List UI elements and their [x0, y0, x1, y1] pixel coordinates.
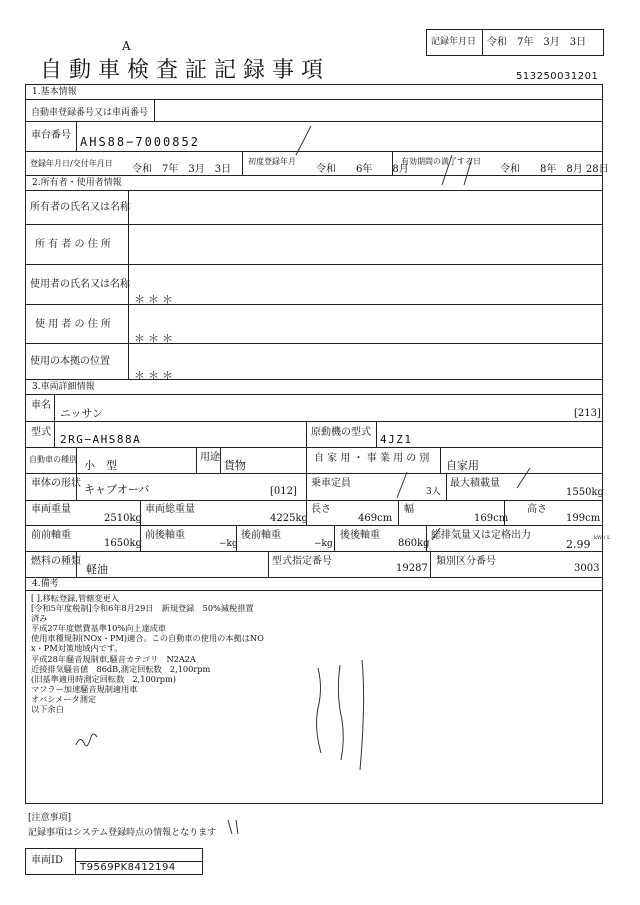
pen-stroke: [397, 472, 407, 498]
remark-line: [令和5年度税制]令和6年8月29日 新規登録 50%減税措置: [31, 603, 254, 614]
pen-stroke: [464, 158, 472, 185]
section-3-title: 3.車両詳細情報: [32, 382, 95, 392]
first-reg-label: 初度登録年月: [248, 157, 296, 166]
weight-label: 車両重量: [31, 504, 71, 515]
fuel-value: 軽油: [86, 563, 108, 576]
user-name-value: ＊＊＊: [134, 293, 176, 306]
reg-no-label: 自動車登録番号又は車両番号: [31, 108, 149, 118]
pen-stroke: [338, 665, 343, 760]
disp-value: 2.99: [566, 538, 591, 551]
pen-stroke: [360, 660, 364, 770]
owner-name-label: 所有者の氏名又は名称: [30, 202, 130, 213]
fuel-label: 燃料の種類: [31, 556, 81, 567]
height-label: 高さ: [527, 504, 547, 515]
section-1-title: 1.基本情報: [32, 87, 77, 97]
body-code: [012]: [270, 486, 297, 497]
max-load-label: 最大積載量: [450, 478, 500, 489]
spec-label: 型式指定番号: [272, 556, 332, 567]
ff-axle-value: 1650kg: [104, 538, 142, 549]
remark-line: 使用車種規制(NOx・PM)適合。この自動車の使用の本拠はNO: [31, 633, 264, 644]
pen-stroke: [317, 668, 321, 753]
purpose-value: 自家用: [446, 459, 479, 472]
notes-title: [注意事項]: [28, 813, 72, 823]
pen-stroke: [228, 820, 238, 834]
remark-line: 済み: [31, 613, 48, 624]
purpose-label: 自 家 用 ・ 事 業 用 の 別: [314, 453, 430, 464]
make-value: ニッサン: [60, 407, 104, 420]
disp-unit: kW / L: [594, 535, 611, 541]
reg-date-value: 令和 7年 3月 3日: [132, 164, 232, 175]
notes-text: 記録事項はシステム登録時点の情報となります: [28, 828, 217, 838]
vehicle-id-label: 車両ID: [31, 855, 63, 866]
length-label: 長さ: [311, 504, 331, 515]
width-label: 幅: [404, 504, 414, 515]
rr-axle-value: 860kg: [398, 538, 430, 549]
use-label: 用途: [200, 452, 220, 463]
max-load-value: 1550kg: [566, 487, 604, 498]
capacity-label: 乗車定員: [311, 478, 351, 489]
remark-line: [ ],移転登録,管轄変更入: [31, 593, 119, 603]
section-4-title: 4.備考: [32, 579, 59, 589]
weight-value: 2510kg: [104, 513, 142, 524]
vin-label: 車台番号: [31, 130, 71, 141]
pen-stroke: [517, 468, 530, 488]
gross-value: 4225kg: [270, 513, 308, 524]
pen-stroke: [76, 734, 97, 746]
engine-value: 4JZ1: [380, 433, 413, 446]
gross-label: 車両総重量: [145, 504, 195, 515]
header-mark: A: [122, 39, 131, 53]
class-value: 3003: [574, 563, 600, 574]
width-value: 169cm: [474, 513, 509, 524]
remark-line: 近接排気騒音値 86dB,測定回転数 2,100rpm: [31, 663, 211, 674]
remark-line: オバシメータ測定: [31, 693, 97, 704]
user-addr-value: ＊＊＊: [134, 332, 176, 345]
expiry-value: 令和 8年 8月 28日: [500, 164, 609, 175]
user-addr-label: 使 用 者 の 住 所: [35, 319, 111, 330]
type-label: 自動車の種別: [29, 455, 77, 464]
reg-date-label: 登録年月日/交付年月日: [30, 159, 113, 168]
pen-stroke: [296, 126, 311, 155]
user-name-label: 使用者の氏名又は名称: [30, 279, 130, 290]
record-date-label: 記録年月日: [431, 37, 477, 47]
rr-axle-label: 後後軸重: [340, 530, 380, 541]
first-reg-value: 令和 6年 8月: [316, 164, 409, 175]
doc-number: 513250031201: [516, 71, 599, 82]
fr-axle-label: 前後軸重: [145, 530, 185, 541]
capacity-value: 3人: [426, 487, 441, 497]
fr-axle-value: −kg: [219, 539, 238, 549]
body-value: キャブオーバ: [84, 483, 150, 496]
height-value: 199cm: [566, 513, 601, 524]
disp-label: 総排気量又は定格出力: [431, 530, 531, 541]
remark-line: 平成28年騒音規制車,騒音カテゴリ N2A2A: [31, 653, 196, 664]
rf-axle-label: 後前軸重: [241, 530, 281, 541]
length-value: 469cm: [358, 513, 393, 524]
remark-line: 以下余白: [31, 704, 64, 715]
page-title: 自動車検査証記録事項: [40, 58, 331, 83]
body-label: 車体の形状: [31, 478, 81, 489]
remark-line: x・PM対策地域内です。: [31, 643, 123, 654]
remark-line: 平成27年度燃費基準10%向上達成車: [31, 623, 167, 634]
ff-axle-label: 前前軸重: [31, 530, 71, 541]
make-code: [213]: [574, 408, 601, 419]
remark-line: (旧基準適用時測定回転数 2,100rpm): [31, 673, 176, 684]
pen-stroke: [442, 155, 452, 185]
model-label: 型式: [31, 427, 51, 438]
remark-line: マフラー加速騒音規制適用車: [31, 683, 138, 694]
model-value: 2RG−AHS88A: [60, 433, 142, 446]
rf-axle-value: −kg: [314, 539, 333, 549]
spec-value: 19287: [396, 563, 428, 574]
expiry-label: 有効期間の満了する日: [401, 157, 481, 166]
vehicle-id-value: T9569PK8412194: [80, 862, 176, 873]
type-value: 小 型: [84, 459, 117, 472]
make-label: 車名: [31, 400, 51, 411]
use-value: 貨物: [224, 459, 246, 472]
record-date-value: 令和 7年 3月 3日: [487, 37, 587, 48]
engine-label: 原動機の型式: [311, 427, 371, 438]
owner-addr-label: 所 有 者 の 住 所: [35, 239, 111, 250]
section-2-title: 2.所有者・使用者情報: [32, 178, 122, 188]
vin-value: AHS88−7000852: [80, 135, 200, 149]
class-label: 類別区分番号: [436, 556, 496, 567]
pen-stroke: [432, 528, 440, 540]
base-label: 使用の本拠の位置: [30, 356, 110, 367]
base-value: ＊＊＊: [134, 369, 176, 382]
